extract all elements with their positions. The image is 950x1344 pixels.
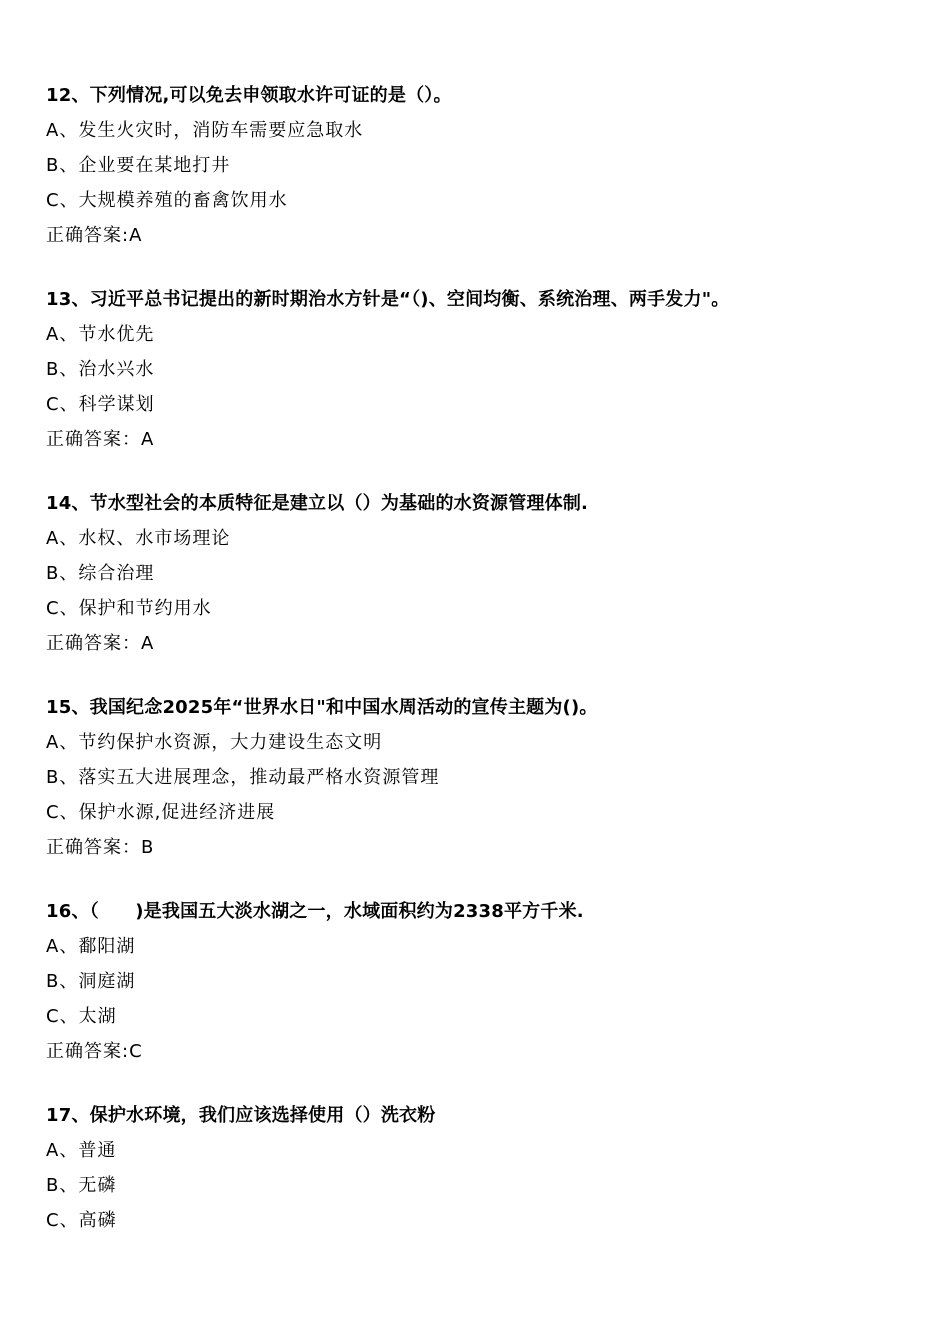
question-title: 15、我国纪念2025年“世界水日"和中国水周活动的宣传主题为()。 (46, 697, 598, 718)
option-a: A、水权、水市场理论 (46, 528, 231, 549)
question-title: 16、（ )是我国五大淡水湖之一，水域面积约为2338平方千米. (46, 901, 584, 922)
option-b: B、企业要在某地打井 (46, 155, 231, 176)
question-title: 13、习近平总书记提出的新时期治水方针是“（)、空间均衡、系统治理、两手发力"。 (46, 289, 730, 310)
option-b: B、落实五大进展理念，推动最严格水资源管理 (46, 767, 440, 788)
option-a: A、节水优先 (46, 324, 155, 345)
question-title: 17、保护水环境，我们应该选择使用（）洗衣粉 (46, 1105, 436, 1126)
correct-answer: 正确答案：B (46, 837, 155, 858)
option-c: C、太湖 (46, 1006, 117, 1027)
option-b: B、洞庭湖 (46, 971, 136, 992)
option-a: A、鄱阳湖 (46, 936, 136, 957)
correct-answer: 正确答案:C (46, 1041, 143, 1062)
option-c: C、保护和节约用水 (46, 598, 212, 619)
option-c: C、保护水源,促进经济进展 (46, 802, 276, 823)
option-b: B、综合治理 (46, 563, 155, 584)
option-a: A、发生火灾时，消防车需要应急取水 (46, 120, 364, 141)
correct-answer: 正确答案:A (46, 225, 143, 246)
question-14 (46, 492, 906, 656)
question-title: 12、下列情况,可以免去申领取水许可证的是（）。 (46, 85, 452, 106)
question-15 (46, 696, 906, 860)
question-16 (46, 900, 906, 1064)
option-c: C、大规模养殖的畜禽饮用水 (46, 190, 288, 211)
option-b: B、治水兴水 (46, 359, 155, 380)
question-17 (46, 1104, 906, 1233)
option-a: A、节约保护水资源，大力建设生态文明 (46, 732, 383, 753)
option-c: C、科学谋划 (46, 394, 155, 415)
question-13 (46, 288, 906, 452)
option-b: B、无磷 (46, 1175, 117, 1196)
correct-answer: 正确答案：A (46, 429, 155, 450)
question-title: 14、节水型社会的本质特征是建立以（）为基础的水资源管理体制. (46, 493, 589, 514)
exam-page (46, 84, 906, 1273)
option-a: A、普通 (46, 1140, 117, 1161)
correct-answer: 正确答案：A (46, 633, 155, 654)
option-c: C、高磷 (46, 1210, 117, 1231)
question-12 (46, 84, 906, 248)
